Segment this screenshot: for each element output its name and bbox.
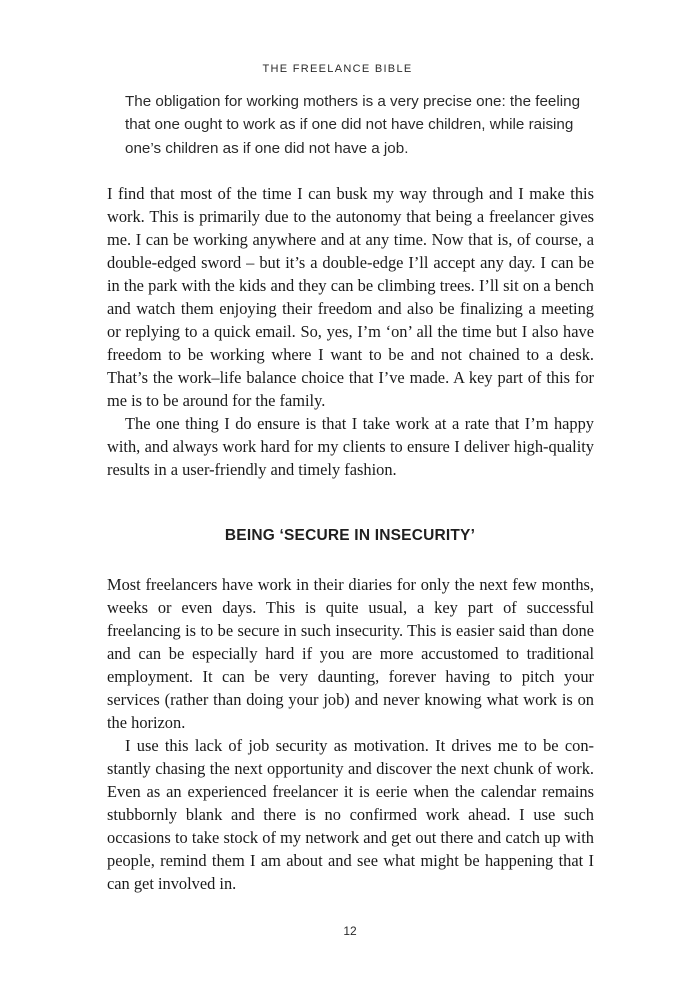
page-number: 12 [343, 924, 357, 938]
section-heading: BEING ‘SECURE IN INSECURITY’ [224, 527, 476, 544]
running-head: THE FREELANCE BIBLE [262, 63, 413, 75]
paragraph: I use this lack of job security as motivation. It drives me to be constantly chasing the next opportunity and discover the next chunk of work. Even as an experienced freelancer it is eerie when the calendar remains stubbornly blank and there is no confirmed work ahead. I use such occasions to take stock of my network and get out there and catch up with people, remind them I am about and see what might be happening that I can get involved in. [107, 736, 594, 893]
body-section-two [107, 573, 594, 895]
paragraph: The one thing I do ensure is that I take work at a rate that I’m happy with, and always work hard for my clients to ensure I deliver high-quality results in a user-friendly and timely fashion. [107, 414, 594, 479]
paragraph: I find that most of the time I can busk my way through and I make this work. This is primarily due to the autonomy that being a freelancer gives me. I can be working anywhere and at any time. Now that is, of course, a double-edged sword – but it’s a double-edge I’ll accept any day. I can be in the park with the kids and they can be climbing trees. I’ll sit on a bench and watch them enjoying their freedom and also be finalizing a meeting or replying to a quick email. So, yes, I’m ‘on’ all the time but I also have freedom to be working where I want to be and not chained to a desk. That’s the work–life balance choice that I’ve made. A key part of this for me is to be around for the family. [107, 184, 594, 410]
body-section-one [107, 182, 594, 481]
paragraph: Most freelancers have work in their diaries for only the next few months, weeks or even days. This is quite usual, a key part of successful freelancing is to be secure in such insecurity. This is easier said than done and can be especially hard if you are more accustomed to traditional employment. It can be very daunting, forever having to pitch your services (rather than doing your job) and never knowing what work is on the horizon. [107, 575, 594, 732]
epigraph-quote: The obligation for working mothers is a very precise one: the feeling that one ought to work as if one did not have children, while raising one’s children as if one did not have a job. [125, 93, 581, 157]
